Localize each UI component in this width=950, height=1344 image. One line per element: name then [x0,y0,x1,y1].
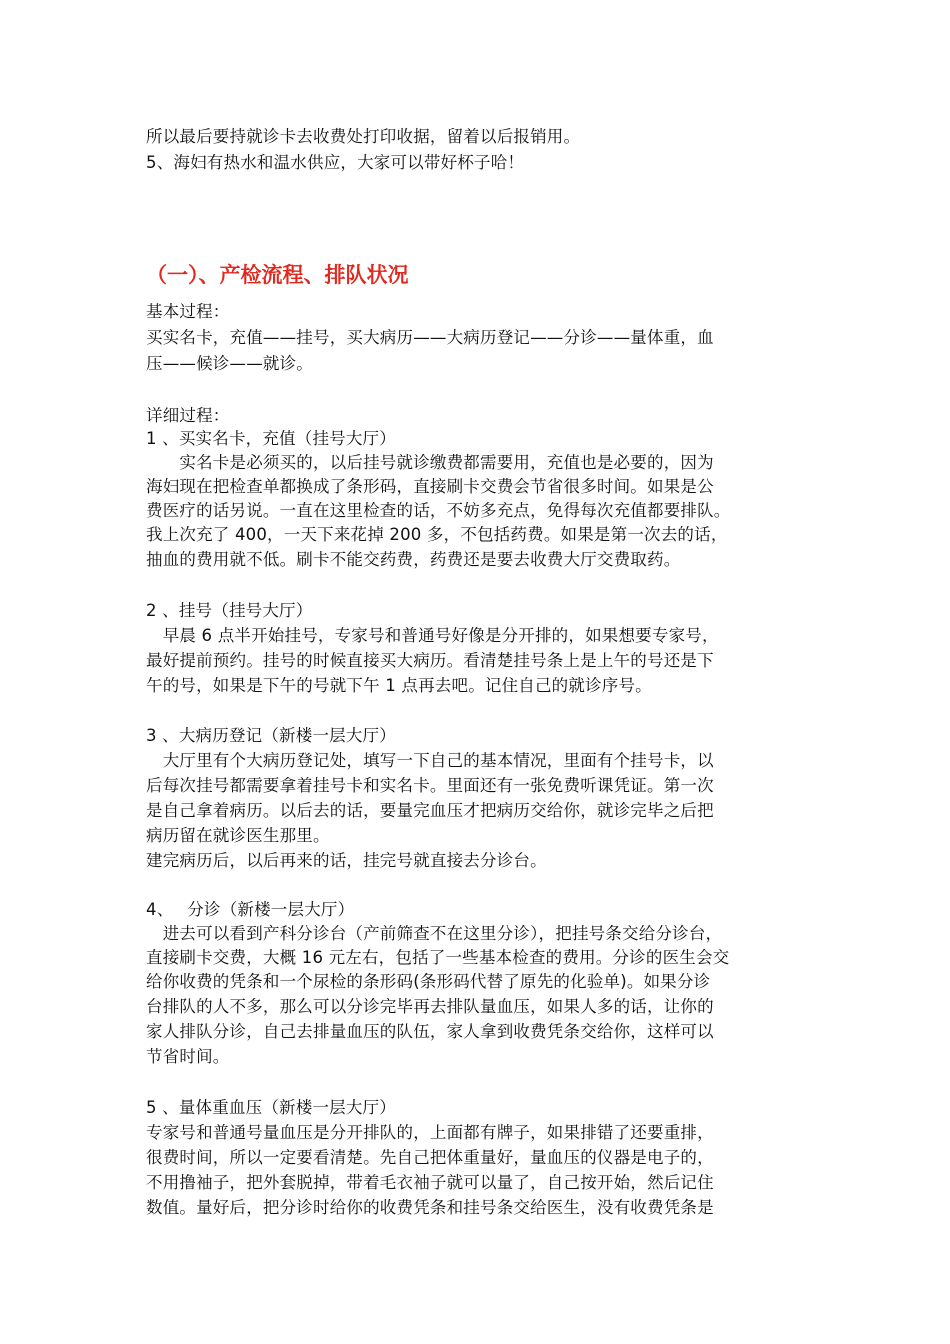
detail-process-label: 详细过程： [146,406,230,425]
paragraph-line: 所以最后要持就诊卡去收费处打印收据，留着以后报销用。 [146,127,581,146]
paragraph-line: 5、海妇有热水和温水供应，大家可以带好杯子哈！ [146,153,525,172]
paragraph-line: 专家号和普通号量血压是分开排队的，上面都有牌子，如果排错了还要重排， [146,1123,714,1142]
step-title: 1 、买实名卡，充值（挂号大厅） [146,429,396,448]
paragraph-line: 很费时间，所以一定要看清楚。先自己把体重量好，量血压的仪器是电子的， [146,1148,714,1167]
paragraph-line: 后每次挂号都需要拿着挂号卡和实名卡。里面还有一张免费听课凭证。第一次 [146,776,714,795]
step-title: 4、 分诊（新楼一层大厅） [146,900,355,919]
paragraph-line: 是自己拿着病历。以后去的话，要量完血压才把病历交给你，就诊完毕之后把 [146,801,714,820]
paragraph-line: 进去可以看到产科分诊台（产前筛查不在这里分诊），把挂号条交给分诊台， [146,924,723,943]
paragraph-line: 不用撸袖子，把外套脱掉，带着毛衣袖子就可以量了，自己按开始，然后记住 [146,1173,714,1192]
section-heading: （一）、产检流程、排队状况 [146,263,409,287]
step-title: 5 、量体重血压（新楼一层大厅） [146,1098,396,1117]
paragraph-line: 给你收费的凭条和一个尿检的条形码(条形码代替了原先的化验单)。如果分诊 [146,972,711,991]
paragraph-line: 费医疗的话另说。一直在这里检查的话，不妨多充点，免得每次充值都要排队。 [146,501,731,520]
paragraph-line: 数值。量好后，把分诊时给你的收费凭条和挂号条交给医生，没有收费凭条是 [146,1198,714,1217]
paragraph-line: 节省时间。 [146,1047,230,1066]
paragraph-line: 压——候诊——就诊。 [146,354,313,373]
paragraph-line: 最好提前预约。挂号的时候直接买大病历。看清楚挂号条上是上午的号还是下 [146,651,714,670]
paragraph-line: 抽血的费用就不低。刷卡不能交药费，药费还是要去收费大厅交费取药。 [146,550,681,569]
step-title: 3 、大病历登记（新楼一层大厅） [146,726,396,745]
paragraph-line: 海妇现在把检查单都换成了条形码，直接刷卡交费会节省很多时间。如果是公 [146,477,714,496]
paragraph-line: 我上次充了 400，一天下来花掉 200 多，不包括药费。如果是第一次去的话， [146,525,728,544]
paragraph-line: 早晨 6 点半开始挂号，专家号和普通号好像是分开排的，如果想要专家号， [146,626,719,645]
paragraph-line: 午的号，如果是下午的号就下午 1 点再去吧。记住自己的就诊序号。 [146,676,652,695]
paragraph-line: 建完病历后，以后再来的话，挂完号就直接去分诊台。 [146,851,547,870]
paragraph-line: 家人排队分诊，自己去排量血压的队伍，家人拿到收费凭条交给你，这样可以 [146,1022,714,1041]
step-title: 2 、挂号（挂号大厅） [146,601,313,620]
paragraph-line: 直接刷卡交费，大概 16 元左右，包括了一些基本检查的费用。分诊的医生会交 [146,948,730,967]
basic-process-label: 基本过程： [146,302,230,321]
paragraph-line: 实名卡是必须买的，以后挂号就诊缴费都需要用，充值也是必要的，因为 [146,453,714,472]
paragraph-line: 大厅里有个大病历登记处，填写一下自己的基本情况，里面有个挂号卡，以 [146,751,714,770]
paragraph-line: 买实名卡，充值——挂号，买大病历——大病历登记——分诊——量体重，血 [146,328,714,347]
paragraph-line: 病历留在就诊医生那里。 [146,826,330,845]
paragraph-line: 台排队的人不多，那么可以分诊完毕再去排队量血压，如果人多的话，让你的 [146,997,714,1016]
